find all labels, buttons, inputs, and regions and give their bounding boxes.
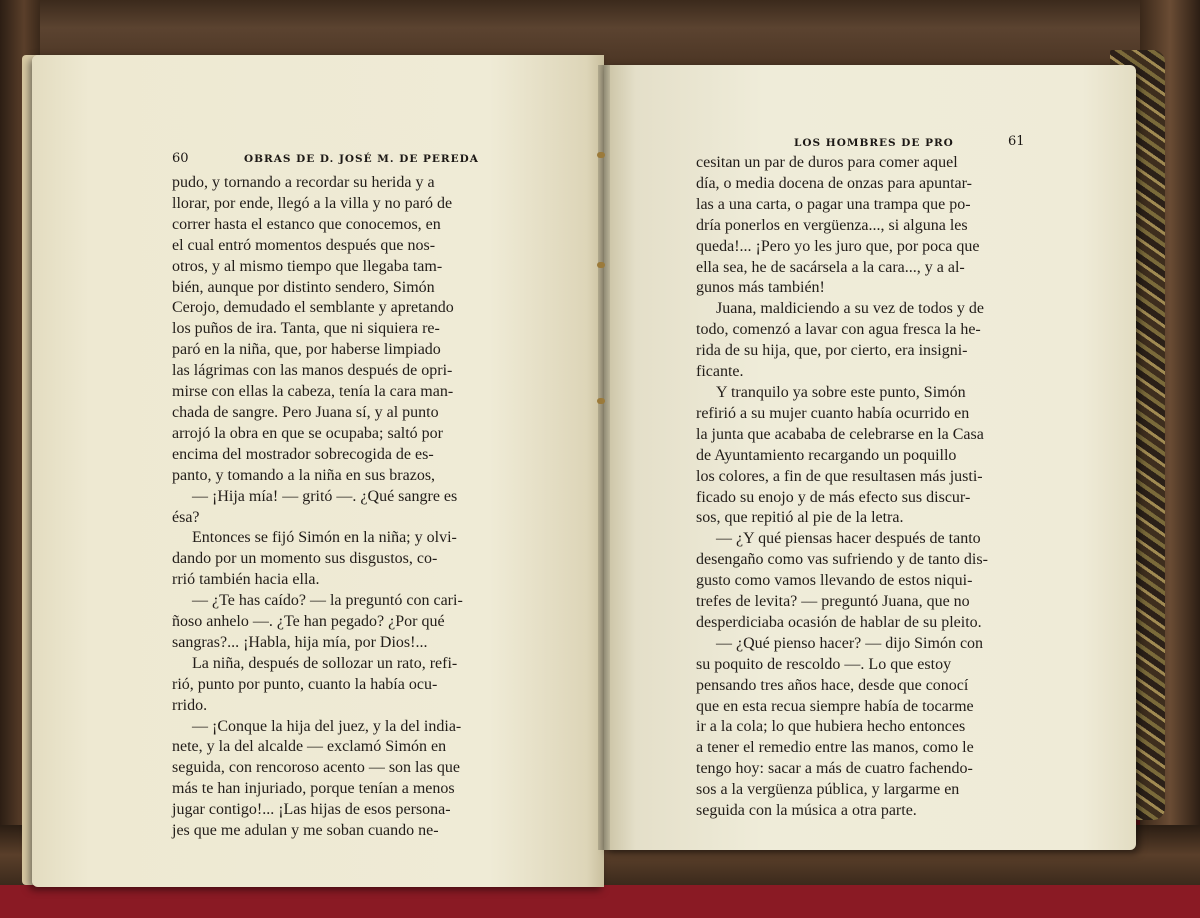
text-line: desengaño como vas sufriendo y de tanto dis- [696, 551, 988, 569]
text-line: Juana, maldiciendo a su vez de todos y de [716, 300, 984, 318]
text-line: rrido. [172, 696, 208, 714]
right-page-text [696, 153, 988, 822]
text-line: tengo hoy: sacar a más de cuatro fachendo- [696, 760, 973, 778]
text-line: otros, y al mismo tiempo que llegaba tam- [172, 257, 443, 275]
text-line: arrojó la obra en que se ocupaba; saltó por [172, 424, 444, 442]
text-line: ir a la cola; lo que hubiera hecho entonces [696, 718, 966, 736]
text-line: mirse con ellas la cabeza, tenía la cara man- [172, 383, 454, 401]
text-line: pudo, y tornando a recordar su herida y a [172, 174, 435, 191]
running-head-left: OBRAS DE D. JOSÉ M. DE PEREDA [244, 153, 479, 165]
text-line: paró en la niña, que, por haberse limpiado [172, 341, 441, 359]
text-line: pensando tres años hace, desde que conocí [696, 676, 969, 694]
text-line: ella sea, he de sacársela a la cara..., y a al- [696, 258, 965, 276]
text-line: que en esta recua siempre había de tocarme [696, 697, 974, 715]
right-page [604, 65, 1136, 850]
text-line: Y tranquilo ya sobre este punto, Simón [716, 383, 966, 401]
text-line: sangras?... ¡Habla, hija mía, por Dios!... [172, 633, 428, 651]
text-line: — ¿Te has caído? — la preguntó con cari- [192, 592, 463, 610]
text-line: bién, aunque por distinto sendero, Simón [172, 278, 435, 296]
left-page [32, 55, 604, 887]
text-line: dando por un momento sus disgustos, co- [172, 550, 438, 568]
text-line: los puños de ira. Tanta, que ni siquiera re- [172, 320, 440, 338]
text-line: panto, y tomando a la niña en sus brazos, [172, 466, 436, 484]
text-line: los colores, a fin de que resultasen más justi- [696, 467, 983, 485]
text-line: — ¡Conque la hija del juez, y la del india- [192, 717, 462, 735]
text-line: de Ayuntamiento recargando un poquillo [696, 446, 957, 464]
text-line: chada de sangre. Pero Juana sí, y al punto [172, 403, 439, 421]
text-line: ficante. [696, 363, 744, 381]
text-line: sos, que repitió al pie de la letra. [696, 509, 904, 527]
page-number-right: 61 [1008, 134, 1025, 149]
text-line: gunos más también! [696, 279, 825, 297]
text-line: refirió a su mujer cuanto había ocurrido en [696, 404, 970, 422]
binding-stitch [597, 262, 605, 268]
text-line: jugar contigo!... ¡Las hijas de esos persona- [172, 801, 451, 819]
running-head-right: LOS HOMBRES DE PRO [794, 137, 954, 149]
text-line: correr hasta el estanco que conocemos, en [172, 215, 441, 233]
text-line: a tener el remedio entre las manos, como le [696, 739, 974, 757]
page-number-left: 60 [172, 151, 189, 166]
text-line: — ¿Qué pienso hacer? — dijo Simón con [716, 634, 984, 652]
text-line: trefes de levita? — preguntó Juana, que no [696, 593, 970, 611]
text-line: queda!... ¡Pero yo les juro que, por poca que [696, 237, 980, 255]
binding-stitch [597, 398, 605, 404]
text-line: gusto como vamos llevando de estos niqui- [696, 572, 973, 590]
text-line: ésa? [172, 508, 200, 526]
text-line: La niña, después de sollozar un rato, refi- [192, 654, 458, 672]
text-line: llorar, por ende, llegó a la villa y no paró de [172, 194, 453, 212]
text-line: — ¡Hija mía! — gritó —. ¿Qué sangre es [192, 487, 458, 505]
text-line: el cual entró momentos después que nos- [172, 236, 436, 254]
text-line: su poquito de rescoldo —. Lo que estoy [696, 655, 952, 673]
text-line: dría ponerlos en vergüenza..., si alguna les [696, 216, 968, 234]
text-line: la junta que acababa de celebrarse en la Casa [696, 425, 984, 443]
text-line: cesitan un par de duros para comer aquel [696, 154, 958, 171]
text-line: seguida, con rencoroso acento — son las que [172, 759, 460, 777]
text-line: seguida con la música a otra parte. [696, 802, 917, 820]
text-line: encima del mostrador sobrecogida de es- [172, 445, 434, 463]
text-line: las a una carta, o pagar una trampa que po- [696, 195, 971, 213]
text-line: todo, comenzó a lavar con agua fresca la he- [696, 321, 981, 339]
text-line: rió, punto por punto, cuanto la había ocu- [172, 675, 438, 693]
text-line: — ¿Y qué piensas hacer después de tanto [716, 530, 981, 548]
red-velvet-strip [0, 885, 1200, 918]
text-line: las lágrimas con las manos después de opri- [172, 362, 453, 380]
text-line: desperdiciaba ocasión de hablar de su pleito. [696, 613, 982, 631]
text-line: jes que me adulan y me soban cuando ne- [172, 822, 439, 840]
text-line: nete, y la del alcalde — exclamó Simón en [172, 738, 447, 756]
text-line: ñoso anhelo —. ¿Te han pegado? ¿Por qué [172, 613, 445, 631]
text-line: día, o media docena de onzas para apuntar- [696, 174, 972, 192]
left-page-text [172, 173, 463, 842]
text-line: Cerojo, demudado el semblante y apretando [172, 299, 454, 317]
text-line: rrió también hacia ella. [172, 571, 320, 589]
text-line: ficado su enojo y de más efecto sus discur- [696, 488, 971, 506]
text-line: Entonces se fijó Simón en la niña; y olvi- [192, 529, 457, 547]
text-line: rida de su hija, que, por cierto, era insigni- [696, 342, 968, 360]
book-gutter [598, 65, 610, 850]
text-line: más te han injuriado, porque tenían a menos [172, 780, 455, 798]
binding-stitch [597, 152, 605, 158]
text-line: sos a la vergüenza pública, y largarme en [696, 781, 960, 799]
